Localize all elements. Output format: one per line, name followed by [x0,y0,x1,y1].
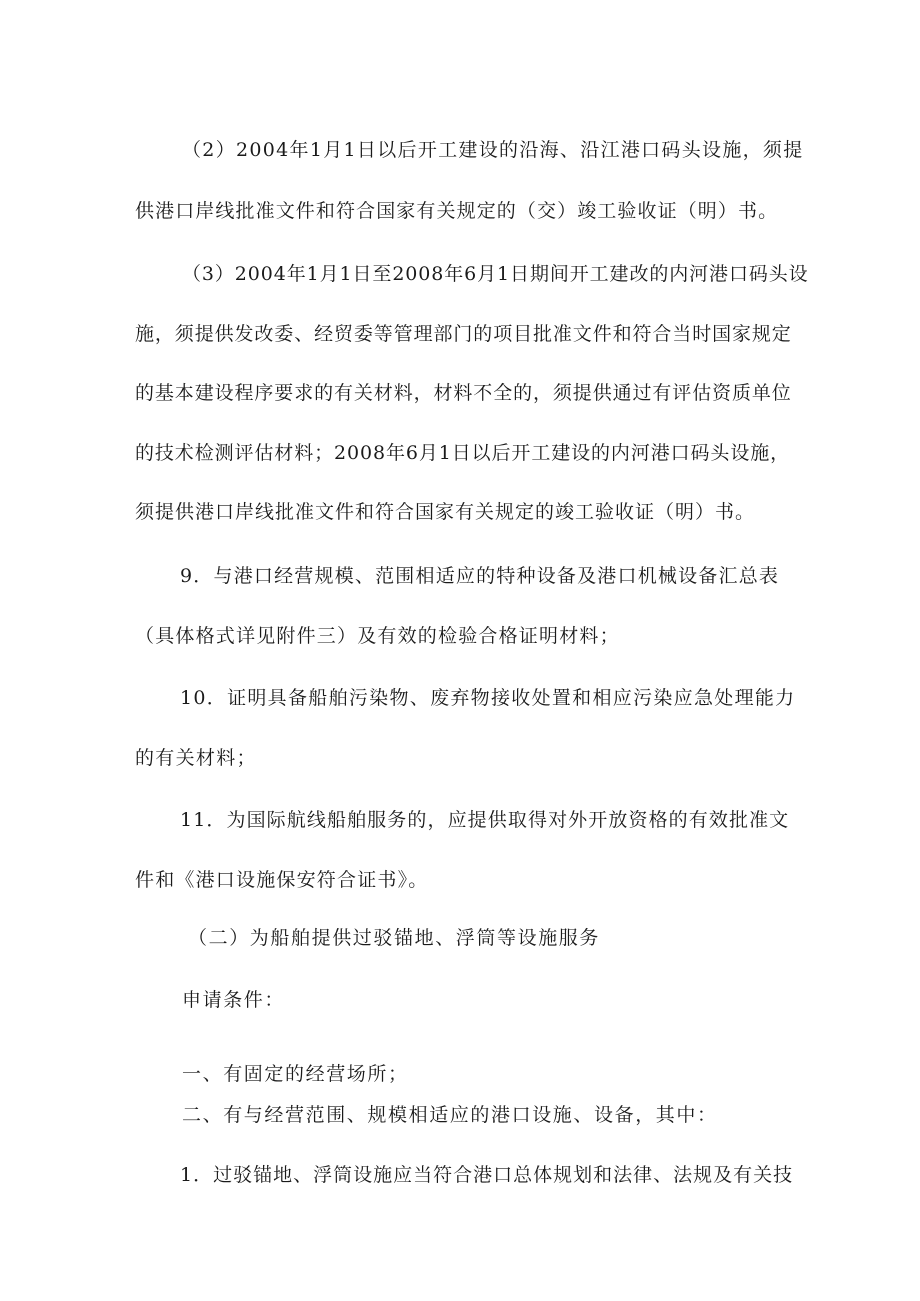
item-9-line-1: 9．与港口经营规模、范围相适应的特种设备及港口机械设备汇总表 [180,565,780,587]
item-11-line-2: 件和《港口设施保安符合证书》。 [135,869,429,891]
para-3-line-2: 施，须提供发改委、经贸委等管理部门的项目批准文件和符合当时国家规定 [135,323,792,345]
condition-2: 二、有与经营范围、规模相适应的港口设施、设备，其中： [182,1104,718,1126]
section-2-heading: （二）为船舶提供过驳锚地、浮筒等设施服务 [188,927,601,949]
para-3-line-3: 的基本建设程序要求的有关材料，材料不全的，须提供通过有评估资质单位 [135,382,792,404]
para-2-line-2: 供港口岸线批准文件和符合国家有关规定的（交）竣工验收证（明）书。 [135,200,779,222]
para-3-line-4: 的技术检测评估材料；2008年6月1日以后开工建设的内河港口码头设施， [135,442,791,464]
conditions-label: 申请条件： [182,989,286,1011]
para-3-line-1: （3）2004年1月1日至2008年6月1日期间开工建改的内河港口码头设 [182,263,809,285]
para-3-line-5: 须提供港口岸线批准文件和符合国家有关规定的竣工验收证（明）书。 [135,501,756,523]
condition-1: 一、有固定的经营场所； [182,1063,409,1085]
item-10-line-1: 10．证明具备船舶污染物、废弃物接收处置和相应污染应急处理能力 [180,687,796,709]
item-10-line-2: 的有关材料； [135,747,257,769]
item-11-line-1: 11．为国际航线船舶服务的，应提供取得对外开放资格的有效批准文 [180,809,790,831]
item-9-line-2: （具体格式详见附件三）及有效的检验合格证明材料； [135,625,620,647]
para-2-line-1: （2）2004年1月1日以后开工建设的沿海、沿江港口码头设施，须提 [182,139,804,161]
sub-item-1: 1．过驳锚地、浮筒设施应当符合港口总体规划和法律、法规及有关技 [180,1164,794,1186]
